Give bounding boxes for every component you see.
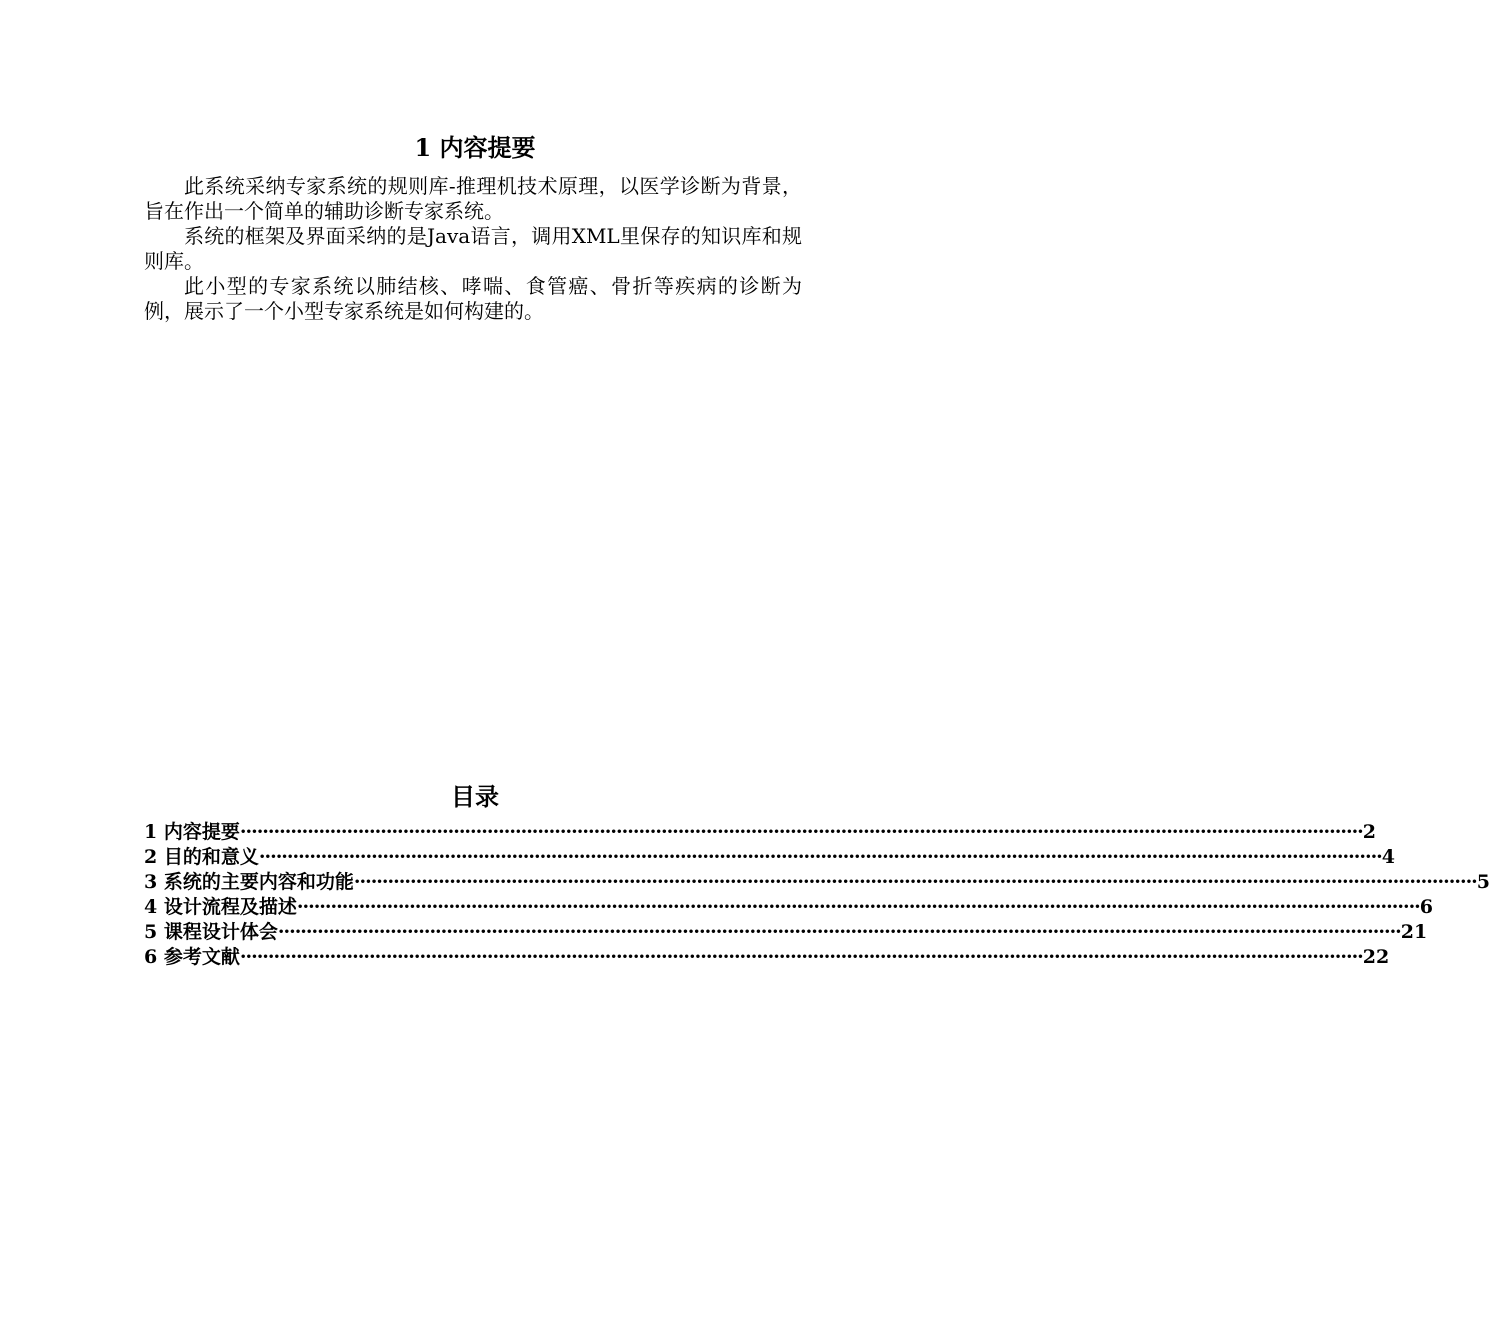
toc-entry-label: 5 课程设计体会 (144, 921, 278, 943)
toc-dot-leader: ········································································································································································································ (239, 946, 1363, 968)
toc-entry-label: 4 设计流程及描述 (144, 896, 297, 918)
toc-dot-leader: ········································································································································································································ (353, 871, 1477, 893)
table-of-contents (144, 820, 1490, 970)
toc-dot-leader: ········································································································································································································ (296, 896, 1420, 918)
abstract-paragraph: 此小型的专家系统以肺结核、哮喘、食管癌、骨折等疾病的诊断为例，展示了一个小型专家系统是如何构建的。 (144, 274, 802, 323)
toc-entry-page: 6 (1419, 896, 1434, 918)
toc-entry-page: 2 (1362, 821, 1377, 843)
toc-dot-leader: ········································································································································································································ (239, 821, 1363, 843)
toc-entry[interactable] (144, 895, 1434, 920)
abstract-paragraph: 系统的框架及界面采纳的是Java语言，调用XML里保存的知识库和规则库。 (144, 224, 802, 273)
toc-entry-label: 1 内容提要 (144, 821, 240, 843)
toc-entry[interactable] (144, 945, 1390, 970)
toc-dot-leader: ········································································································································································································ (258, 846, 1382, 868)
toc-entry-page: 4 (1381, 846, 1396, 868)
toc-entry-label: 6 参考文献 (144, 946, 240, 968)
abstract-heading: 1 内容提要 (414, 133, 536, 162)
abstract-body (144, 174, 802, 324)
toc-entry[interactable] (144, 870, 1490, 895)
toc-entry[interactable] (144, 820, 1377, 845)
abstract-paragraph: 此系统采纳专家系统的规则库-推理机技术原理，以医学诊断为背景，旨在作出一个简单的辅助诊断专家系统。 (144, 174, 802, 223)
toc-entry-label: 3 系统的主要内容和功能 (144, 871, 354, 893)
toc-heading: 目录 (451, 782, 499, 811)
toc-entry-page: 22 (1362, 946, 1390, 968)
toc-entry-label: 2 目的和意义 (144, 846, 259, 868)
toc-entry-page: 21 (1400, 921, 1428, 943)
toc-entry-page: 5 (1476, 871, 1490, 893)
toc-entry[interactable] (144, 845, 1396, 870)
toc-entry[interactable] (144, 920, 1428, 945)
toc-dot-leader: ········································································································································································································ (277, 921, 1401, 943)
